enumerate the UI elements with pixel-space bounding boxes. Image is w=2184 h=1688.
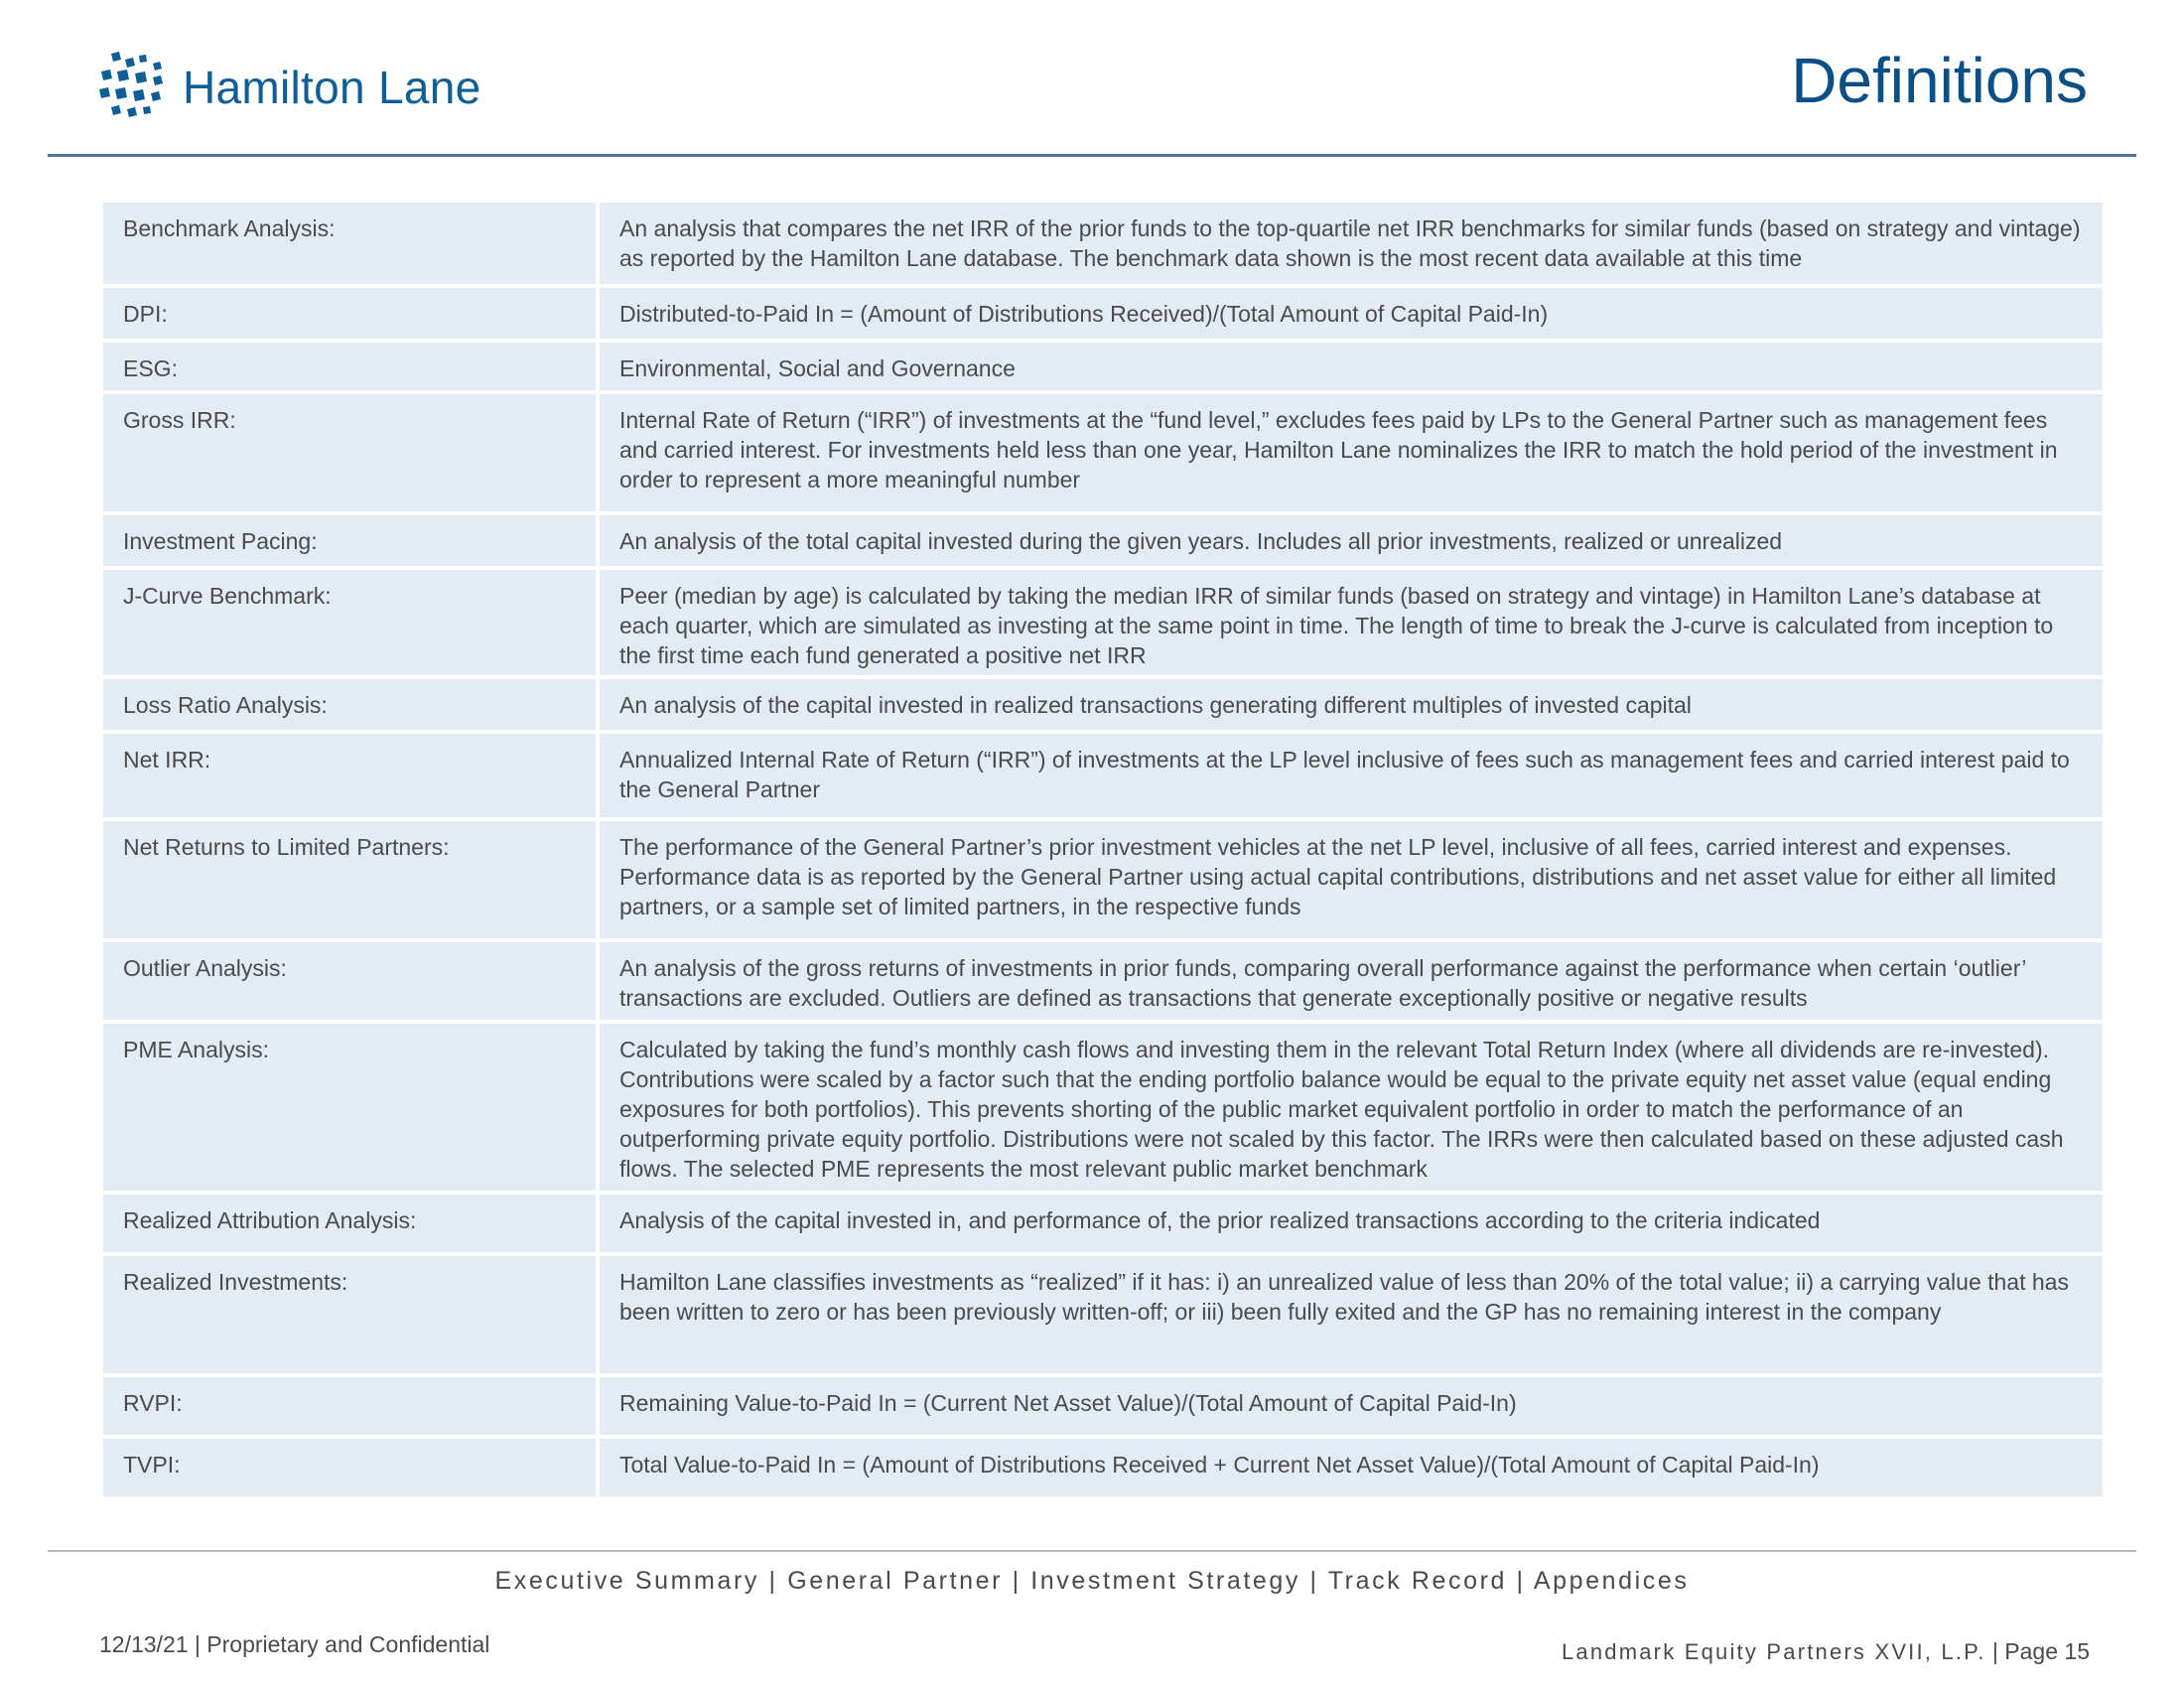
definition-description: Analysis of the capital invested in, and performance of, the prior realized transactions according to the criteria indicated bbox=[598, 1193, 2105, 1254]
definition-term: ESG: bbox=[101, 341, 598, 392]
definition-term: Outlier Analysis: bbox=[101, 940, 598, 1022]
definition-term: Net Returns to Limited Partners: bbox=[101, 819, 598, 940]
definition-term: PME Analysis: bbox=[101, 1022, 598, 1193]
definition-term: RVPI: bbox=[101, 1375, 598, 1437]
definition-row bbox=[101, 341, 2105, 392]
definition-row bbox=[101, 1437, 2105, 1498]
definition-description: Peer (median by age) is calculated by taking the median IRR of similar funds (based on strategy and vintage) in Hamilton Lane’s database at each quarter, which are simulated as investing at the same point in time. The length of time to break the J-curve is calculated from inception to the first time each fund generated a positive net IRR bbox=[598, 568, 2105, 677]
definition-term: J-Curve Benchmark: bbox=[101, 568, 598, 677]
definition-row bbox=[101, 286, 2105, 341]
definition-term: Gross IRR: bbox=[101, 392, 598, 513]
definition-description: Total Value-to-Paid In = (Amount of Distributions Received + Current Net Asset Value)/(Total Amount of Capital Paid-In) bbox=[598, 1437, 2105, 1498]
definitions-table bbox=[99, 199, 2107, 1500]
definition-description: The performance of the General Partner’s prior investment vehicles at the net LP level, inclusive of all fees, carried interest and expenses. Performance data is as reported by the General Partner using actual capital contributions, distributions and net asset value for either all limited partners, or a sample set of limited partners, in the respective funds bbox=[598, 819, 2105, 940]
definition-row bbox=[101, 1254, 2105, 1375]
definition-description: Calculated by taking the fund’s monthly cash flows and investing them in the relevant Total Return Index (where all dividends are re-invested). Contributions were scaled by a factor such that the ending portfolio balance would be equal to the private equity net asset value (equal ending exposures for both portfolios). This prevents shorting of the public market equivalent portfolio in order to match the performance of an outperforming private equity portfolio. Distributions were not scaled by this factor. The IRRs were then calculated based on these adjusted cash flows. The selected PME represents the most relevant public market benchmark bbox=[598, 1022, 2105, 1193]
definition-row bbox=[101, 513, 2105, 568]
logo-wordmark: Hamilton Lane bbox=[183, 62, 481, 113]
footer-fund-name: Landmark Equity Partners XVII, L.P. bbox=[1561, 1639, 1986, 1664]
definition-row bbox=[101, 201, 2105, 286]
footer-divider bbox=[48, 1550, 2136, 1552]
definition-term: Net IRR: bbox=[101, 732, 598, 819]
definition-row bbox=[101, 940, 2105, 1022]
definition-description: An analysis of the total capital invested during the given years. Includes all prior investments, realized or unrealized bbox=[598, 513, 2105, 568]
definition-description: Internal Rate of Return (“IRR”) of investments at the “fund level,” excludes fees paid by LPs to the General Partner such as management fees and carried interest. For investments held less than one year, Hamilton Lane nominalizes the IRR to match the hold period of the investment in order to represent a more meaningful number bbox=[598, 392, 2105, 513]
definition-row bbox=[101, 1193, 2105, 1254]
definition-row bbox=[101, 677, 2105, 732]
definition-term: DPI: bbox=[101, 286, 598, 341]
definition-term: Benchmark Analysis: bbox=[101, 201, 598, 286]
definition-description: Distributed-to-Paid In = (Amount of Distributions Received)/(Total Amount of Capital Paid-In) bbox=[598, 286, 2105, 341]
definition-row bbox=[101, 392, 2105, 513]
definition-description: An analysis that compares the net IRR of the prior funds to the top-quartile net IRR benchmarks for similar funds (based on strategy and vintage) as reported by the Hamilton Lane database. The benchmark data shown is the most recent data available at this time bbox=[598, 201, 2105, 286]
definition-description: Remaining Value-to-Paid In = (Current Net Asset Value)/(Total Amount of Capital Paid-In) bbox=[598, 1375, 2105, 1437]
definition-term: Investment Pacing: bbox=[101, 513, 598, 568]
definition-description: Annualized Internal Rate of Return (“IRR”) of investments at the LP level inclusive of fees such as management fees and carried interest paid to the General Partner bbox=[598, 732, 2105, 819]
definition-row bbox=[101, 568, 2105, 677]
footer-page-number: | Page 15 bbox=[1985, 1638, 2090, 1664]
page-title: Definitions bbox=[1791, 45, 2088, 116]
definition-description: Hamilton Lane classifies investments as “realized” if it has: i) an unrealized value of less than 20% of the total value; ii) a carrying value that has been written to zero or has been previously written-off; or iii) been fully exited and the GP has no remaining interest in the company bbox=[598, 1254, 2105, 1375]
definition-term: Realized Attribution Analysis: bbox=[101, 1193, 598, 1254]
footer-navigation: Executive Summary | General Partner | Investment Strategy | Track Record | Appendices bbox=[494, 1567, 1690, 1595]
page-header bbox=[0, 0, 2184, 159]
definition-row bbox=[101, 1375, 2105, 1437]
definition-term: TVPI: bbox=[101, 1437, 598, 1498]
definition-description: An analysis of the gross returns of investments in prior funds, comparing overall performance against the performance when certain ‘outlier’ transactions are excluded. Outliers are defined as transactions that generate exceptionally positive or negative results bbox=[598, 940, 2105, 1022]
logo-mark-icon bbox=[97, 50, 169, 125]
definition-row bbox=[101, 1022, 2105, 1193]
definition-description: An analysis of the capital invested in realized transactions generating different multiples of invested capital bbox=[598, 677, 2105, 732]
footer-page-info bbox=[1562, 1638, 2090, 1665]
definition-term: Loss Ratio Analysis: bbox=[101, 677, 598, 732]
header-divider bbox=[48, 154, 2136, 157]
footer-date-confidential: 12/13/21 | Proprietary and Confidential bbox=[99, 1631, 490, 1657]
definition-term: Realized Investments: bbox=[101, 1254, 598, 1375]
definition-description: Environmental, Social and Governance bbox=[598, 341, 2105, 392]
definitions-table-body bbox=[101, 201, 2105, 1498]
definition-row bbox=[101, 732, 2105, 819]
definition-row bbox=[101, 819, 2105, 940]
hamilton-lane-logo bbox=[97, 50, 481, 125]
